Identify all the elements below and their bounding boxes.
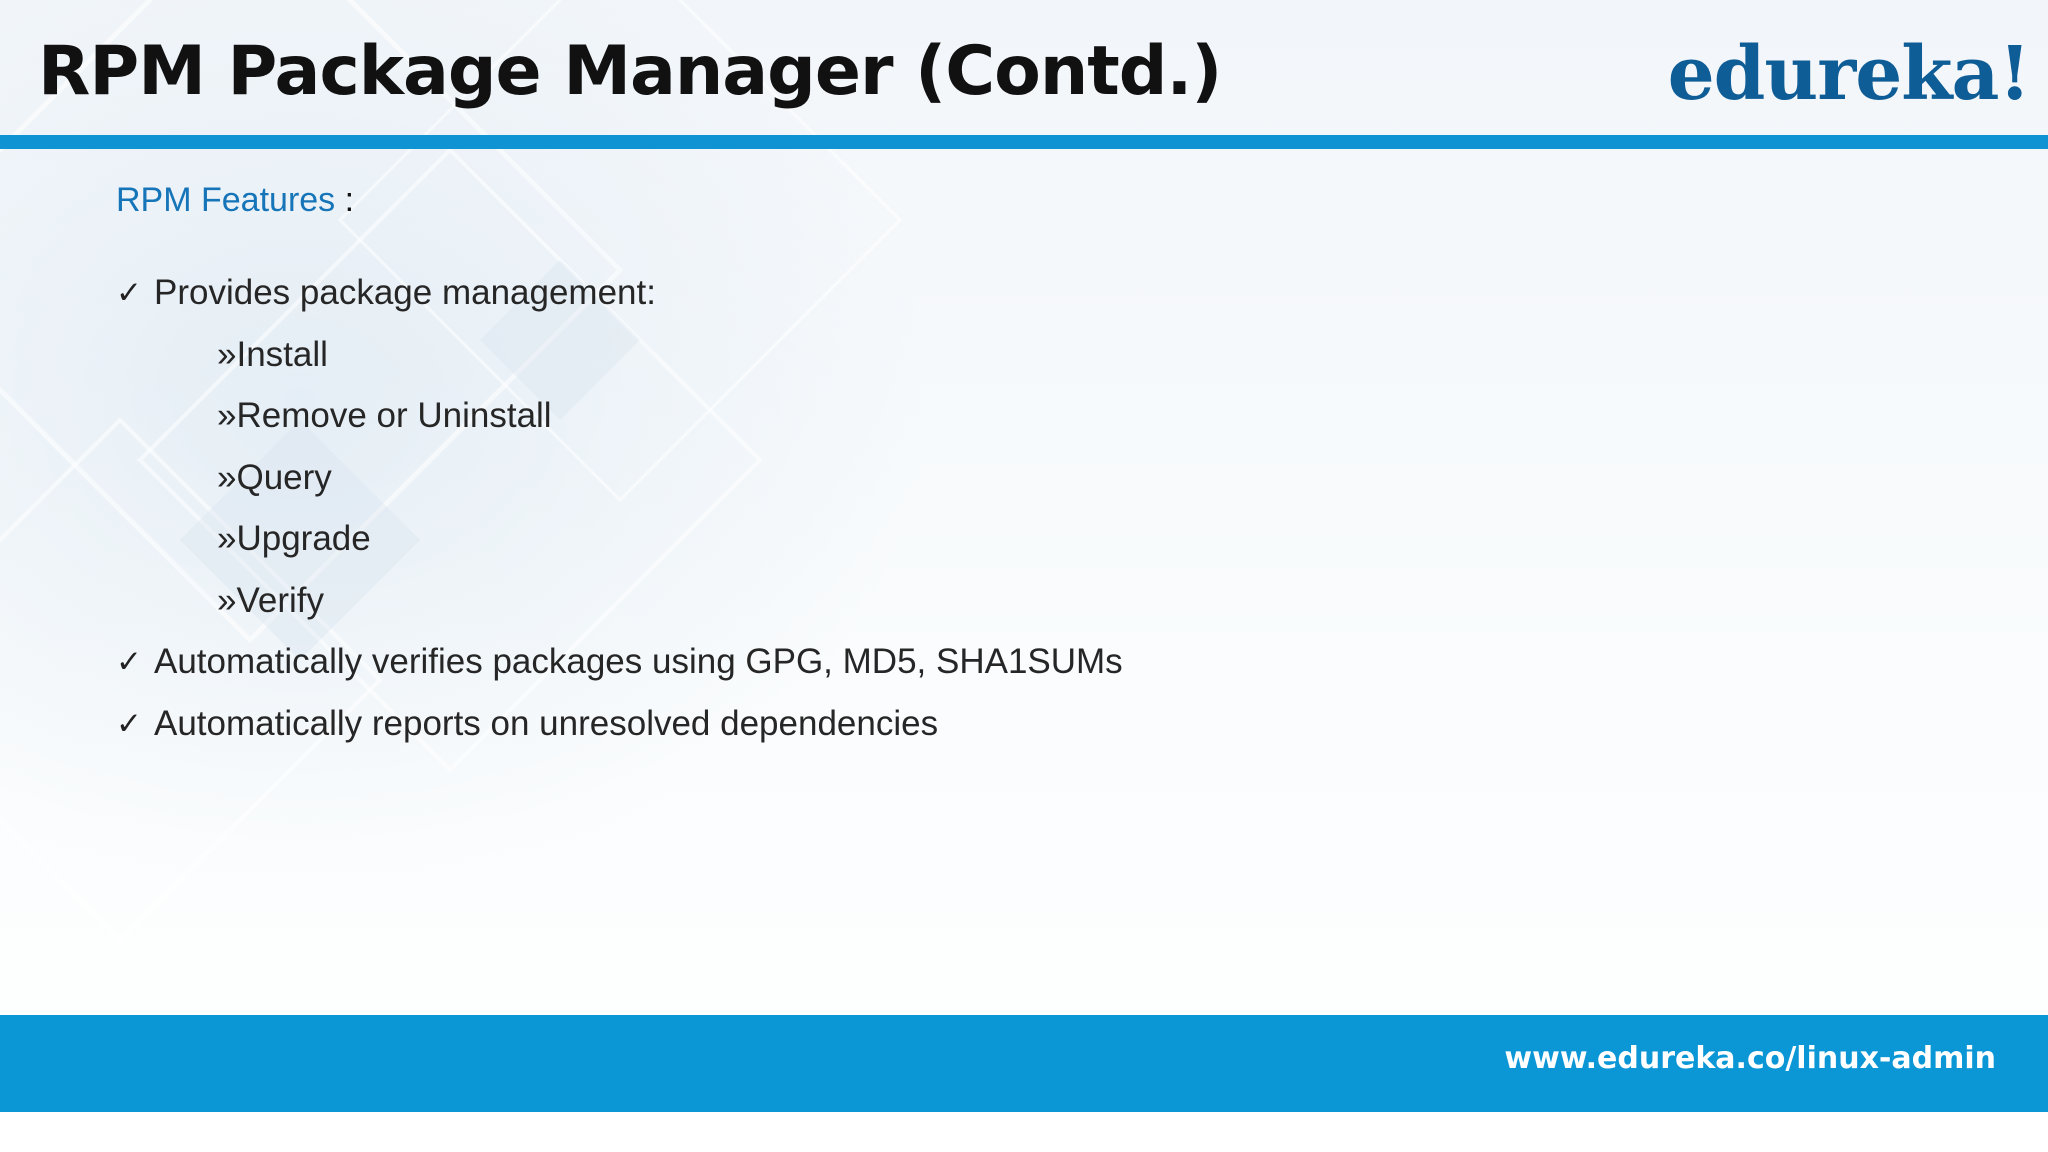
slide-title: RPM Package Manager (Contd.) xyxy=(38,32,1222,111)
checkmark-icon: ✓ xyxy=(116,644,142,679)
bullet-text: Provides package management: xyxy=(154,273,656,312)
edureka-logo: edureka! xyxy=(1667,31,2030,117)
feature-list xyxy=(116,262,1123,754)
sub-item-text: »Query xyxy=(217,457,332,497)
bullet-text: Automatically verifies packages using GPG, MD5, SHA1SUMs xyxy=(154,642,1123,681)
sub-item-text: »Remove or Uninstall xyxy=(217,396,552,435)
header-divider xyxy=(0,135,2048,149)
bullet-item xyxy=(116,693,1123,755)
section-heading xyxy=(116,170,1123,230)
checkmark-icon: ✓ xyxy=(116,705,142,741)
sub-item-text: »Verify xyxy=(217,580,324,620)
sub-item xyxy=(116,324,1123,386)
sub-item xyxy=(116,570,1123,632)
section-heading-label: RPM Features xyxy=(116,181,336,219)
slide-body xyxy=(116,170,1123,754)
footer-bar xyxy=(0,1015,2048,1112)
sub-item xyxy=(116,385,1123,447)
sub-item xyxy=(116,508,1123,570)
sub-item-text: »Upgrade xyxy=(217,519,371,558)
section-heading-colon: : xyxy=(335,181,355,219)
sub-item xyxy=(116,447,1123,509)
checkmark-icon: ✓ xyxy=(116,275,142,310)
footer-url: www.edureka.co/linux-admin xyxy=(1504,1041,1996,1076)
bullet-item xyxy=(116,631,1123,693)
sub-item-text: »Install xyxy=(217,334,328,374)
bullet-item xyxy=(116,262,1123,324)
bullet-text: Automatically reports on unresolved dependencies xyxy=(154,703,939,743)
